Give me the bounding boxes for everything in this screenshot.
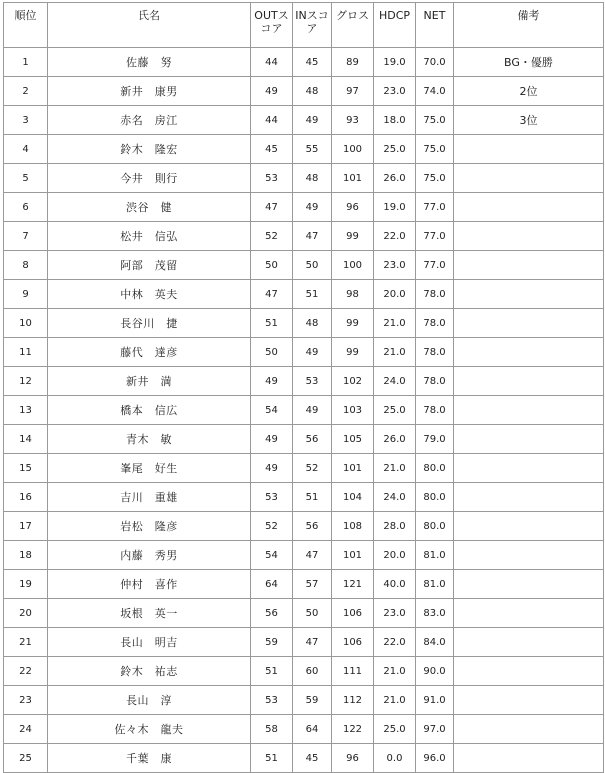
table-row [4, 628, 604, 657]
net-cell: 78.0 [416, 367, 454, 396]
col-name-header: 氏名 [48, 3, 251, 48]
name-cell: 仲村 喜作 [48, 570, 251, 599]
table-row [4, 338, 604, 367]
hdcp-cell: 23.0 [374, 77, 416, 106]
gross-cell: 93 [332, 106, 374, 135]
name-cell: 峯尾 好生 [48, 454, 251, 483]
net-cell: 80.0 [416, 454, 454, 483]
hdcp-cell: 28.0 [374, 512, 416, 541]
gross-cell: 106 [332, 628, 374, 657]
table-row [4, 744, 604, 773]
hdcp-cell: 21.0 [374, 338, 416, 367]
rank-cell: 3 [4, 106, 48, 135]
rank-cell: 7 [4, 222, 48, 251]
table-row [4, 280, 604, 309]
net-cell: 77.0 [416, 193, 454, 222]
rank-cell: 17 [4, 512, 48, 541]
hdcp-cell: 40.0 [374, 570, 416, 599]
hdcp-cell: 23.0 [374, 251, 416, 280]
name-cell: 長山 明吉 [48, 628, 251, 657]
gross-cell: 96 [332, 193, 374, 222]
out-score-cell: 53 [251, 164, 293, 193]
net-cell: 83.0 [416, 599, 454, 628]
hdcp-cell: 18.0 [374, 106, 416, 135]
rank-cell: 19 [4, 570, 48, 599]
hdcp-cell: 20.0 [374, 541, 416, 570]
note-cell [454, 512, 604, 541]
col-note-header: 備考 [454, 3, 604, 48]
table-row [4, 251, 604, 280]
gross-cell: 105 [332, 425, 374, 454]
results-body [4, 48, 604, 773]
hdcp-cell: 22.0 [374, 628, 416, 657]
table-row [4, 193, 604, 222]
hdcp-cell: 19.0 [374, 193, 416, 222]
name-cell: 橋本 信広 [48, 396, 251, 425]
note-cell [454, 541, 604, 570]
hdcp-cell: 26.0 [374, 425, 416, 454]
table-row [4, 396, 604, 425]
name-cell: 渋谷 健 [48, 193, 251, 222]
rank-cell: 8 [4, 251, 48, 280]
out-score-cell: 53 [251, 483, 293, 512]
note-cell [454, 454, 604, 483]
note-cell [454, 628, 604, 657]
hdcp-cell: 21.0 [374, 657, 416, 686]
name-cell: 赤名 房江 [48, 106, 251, 135]
out-score-cell: 51 [251, 657, 293, 686]
note-cell: BG・優勝 [454, 48, 604, 77]
header-row [4, 3, 604, 48]
note-cell [454, 396, 604, 425]
rank-cell: 18 [4, 541, 48, 570]
table-row [4, 512, 604, 541]
results-table [3, 2, 604, 773]
gross-cell: 89 [332, 48, 374, 77]
net-cell: 78.0 [416, 338, 454, 367]
in-score-cell: 51 [293, 280, 332, 309]
table-row [4, 541, 604, 570]
table-row [4, 367, 604, 396]
table-row [4, 77, 604, 106]
gross-cell: 108 [332, 512, 374, 541]
out-score-cell: 49 [251, 425, 293, 454]
hdcp-cell: 25.0 [374, 396, 416, 425]
out-score-cell: 49 [251, 454, 293, 483]
net-cell: 78.0 [416, 309, 454, 338]
name-cell: 鈴木 祐志 [48, 657, 251, 686]
rank-cell: 9 [4, 280, 48, 309]
net-cell: 77.0 [416, 222, 454, 251]
name-cell: 内藤 秀男 [48, 541, 251, 570]
gross-cell: 100 [332, 251, 374, 280]
name-cell: 長谷川 捷 [48, 309, 251, 338]
in-score-cell: 56 [293, 425, 332, 454]
in-score-cell: 48 [293, 77, 332, 106]
name-cell: 新井 康男 [48, 77, 251, 106]
in-score-cell: 57 [293, 570, 332, 599]
note-cell [454, 425, 604, 454]
col-hdcp-header: HDCP [374, 3, 416, 48]
note-cell [454, 483, 604, 512]
gross-cell: 112 [332, 686, 374, 715]
gross-cell: 100 [332, 135, 374, 164]
out-score-cell: 53 [251, 686, 293, 715]
gross-cell: 121 [332, 570, 374, 599]
in-score-cell: 49 [293, 106, 332, 135]
name-cell: 青木 敏 [48, 425, 251, 454]
rank-cell: 25 [4, 744, 48, 773]
note-cell [454, 164, 604, 193]
in-score-cell: 48 [293, 164, 332, 193]
out-score-cell: 44 [251, 48, 293, 77]
gross-cell: 101 [332, 541, 374, 570]
gross-cell: 101 [332, 454, 374, 483]
note-cell: 2位 [454, 77, 604, 106]
name-cell: 吉川 重雄 [48, 483, 251, 512]
table-row [4, 135, 604, 164]
note-cell [454, 657, 604, 686]
table-row [4, 425, 604, 454]
gross-cell: 104 [332, 483, 374, 512]
net-cell: 79.0 [416, 425, 454, 454]
note-cell [454, 686, 604, 715]
out-score-cell: 51 [251, 744, 293, 773]
col-rank-header: 順位 [4, 3, 48, 48]
out-score-cell: 52 [251, 512, 293, 541]
gross-cell: 111 [332, 657, 374, 686]
note-cell [454, 193, 604, 222]
gross-cell: 101 [332, 164, 374, 193]
rank-cell: 14 [4, 425, 48, 454]
rank-cell: 4 [4, 135, 48, 164]
table-row [4, 570, 604, 599]
net-cell: 81.0 [416, 570, 454, 599]
hdcp-cell: 19.0 [374, 48, 416, 77]
hdcp-cell: 21.0 [374, 454, 416, 483]
table-row [4, 164, 604, 193]
gross-cell: 106 [332, 599, 374, 628]
net-cell: 90.0 [416, 657, 454, 686]
hdcp-cell: 24.0 [374, 367, 416, 396]
net-cell: 91.0 [416, 686, 454, 715]
table-row [4, 106, 604, 135]
net-cell: 78.0 [416, 280, 454, 309]
note-cell [454, 309, 604, 338]
in-score-cell: 49 [293, 193, 332, 222]
out-score-cell: 44 [251, 106, 293, 135]
rank-cell: 11 [4, 338, 48, 367]
gross-cell: 102 [332, 367, 374, 396]
hdcp-cell: 24.0 [374, 483, 416, 512]
out-score-cell: 59 [251, 628, 293, 657]
gross-cell: 99 [332, 222, 374, 251]
out-score-cell: 47 [251, 280, 293, 309]
net-cell: 97.0 [416, 715, 454, 744]
net-cell: 81.0 [416, 541, 454, 570]
note-cell [454, 744, 604, 773]
note-cell [454, 570, 604, 599]
gross-cell: 99 [332, 309, 374, 338]
in-score-cell: 45 [293, 48, 332, 77]
note-cell [454, 367, 604, 396]
net-cell: 80.0 [416, 483, 454, 512]
out-score-cell: 45 [251, 135, 293, 164]
in-score-cell: 59 [293, 686, 332, 715]
hdcp-cell: 22.0 [374, 222, 416, 251]
note-cell [454, 222, 604, 251]
in-score-cell: 55 [293, 135, 332, 164]
net-cell: 84.0 [416, 628, 454, 657]
name-cell: 長山 淳 [48, 686, 251, 715]
gross-cell: 97 [332, 77, 374, 106]
in-score-cell: 48 [293, 309, 332, 338]
note-cell [454, 715, 604, 744]
in-score-cell: 49 [293, 338, 332, 367]
hdcp-cell: 25.0 [374, 135, 416, 164]
hdcp-cell: 21.0 [374, 686, 416, 715]
out-score-cell: 52 [251, 222, 293, 251]
note-cell [454, 135, 604, 164]
in-score-cell: 50 [293, 251, 332, 280]
in-score-cell: 45 [293, 744, 332, 773]
col-gross-header: グロス [332, 3, 374, 48]
out-score-cell: 54 [251, 541, 293, 570]
out-score-cell: 49 [251, 367, 293, 396]
note-cell [454, 599, 604, 628]
table-row [4, 686, 604, 715]
rank-cell: 20 [4, 599, 48, 628]
name-cell: 新井 満 [48, 367, 251, 396]
name-cell: 坂根 英一 [48, 599, 251, 628]
hdcp-cell: 25.0 [374, 715, 416, 744]
in-score-cell: 56 [293, 512, 332, 541]
gross-cell: 122 [332, 715, 374, 744]
name-cell: 阿部 茂留 [48, 251, 251, 280]
col-in-header: INスコア [293, 3, 332, 48]
name-cell: 藤代 達彦 [48, 338, 251, 367]
gross-cell: 98 [332, 280, 374, 309]
in-score-cell: 52 [293, 454, 332, 483]
out-score-cell: 51 [251, 309, 293, 338]
net-cell: 78.0 [416, 396, 454, 425]
rank-cell: 6 [4, 193, 48, 222]
in-score-cell: 60 [293, 657, 332, 686]
hdcp-cell: 26.0 [374, 164, 416, 193]
out-score-cell: 50 [251, 338, 293, 367]
name-cell: 中林 英夫 [48, 280, 251, 309]
in-score-cell: 49 [293, 396, 332, 425]
net-cell: 75.0 [416, 106, 454, 135]
hdcp-cell: 23.0 [374, 599, 416, 628]
gross-cell: 96 [332, 744, 374, 773]
rank-cell: 13 [4, 396, 48, 425]
rank-cell: 2 [4, 77, 48, 106]
name-cell: 岩松 隆彦 [48, 512, 251, 541]
net-cell: 77.0 [416, 251, 454, 280]
out-score-cell: 54 [251, 396, 293, 425]
gross-cell: 99 [332, 338, 374, 367]
name-cell: 佐藤 努 [48, 48, 251, 77]
net-cell: 75.0 [416, 164, 454, 193]
out-score-cell: 49 [251, 77, 293, 106]
in-score-cell: 47 [293, 628, 332, 657]
name-cell: 今井 則行 [48, 164, 251, 193]
table-row [4, 48, 604, 77]
table-row [4, 222, 604, 251]
net-cell: 96.0 [416, 744, 454, 773]
rank-cell: 24 [4, 715, 48, 744]
hdcp-cell: 0.0 [374, 744, 416, 773]
net-cell: 74.0 [416, 77, 454, 106]
rank-cell: 12 [4, 367, 48, 396]
net-cell: 75.0 [416, 135, 454, 164]
net-cell: 80.0 [416, 512, 454, 541]
rank-cell: 22 [4, 657, 48, 686]
in-score-cell: 47 [293, 541, 332, 570]
table-row [4, 454, 604, 483]
out-score-cell: 58 [251, 715, 293, 744]
rank-cell: 10 [4, 309, 48, 338]
note-cell: 3位 [454, 106, 604, 135]
note-cell [454, 280, 604, 309]
in-score-cell: 47 [293, 222, 332, 251]
name-cell: 松井 信弘 [48, 222, 251, 251]
in-score-cell: 50 [293, 599, 332, 628]
table-row [4, 483, 604, 512]
hdcp-cell: 21.0 [374, 309, 416, 338]
table-row [4, 657, 604, 686]
rank-cell: 1 [4, 48, 48, 77]
hdcp-cell: 20.0 [374, 280, 416, 309]
rank-cell: 5 [4, 164, 48, 193]
rank-cell: 16 [4, 483, 48, 512]
out-score-cell: 64 [251, 570, 293, 599]
out-score-cell: 47 [251, 193, 293, 222]
col-net-header: NET [416, 3, 454, 48]
note-cell [454, 338, 604, 367]
rank-cell: 23 [4, 686, 48, 715]
note-cell [454, 251, 604, 280]
rank-cell: 15 [4, 454, 48, 483]
table-row [4, 599, 604, 628]
table-row [4, 309, 604, 338]
gross-cell: 103 [332, 396, 374, 425]
in-score-cell: 51 [293, 483, 332, 512]
net-cell: 70.0 [416, 48, 454, 77]
out-score-cell: 56 [251, 599, 293, 628]
name-cell: 鈴木 隆宏 [48, 135, 251, 164]
name-cell: 千葉 康 [48, 744, 251, 773]
rank-cell: 21 [4, 628, 48, 657]
name-cell: 佐々木 龍夫 [48, 715, 251, 744]
in-score-cell: 64 [293, 715, 332, 744]
table-row [4, 715, 604, 744]
out-score-cell: 50 [251, 251, 293, 280]
in-score-cell: 53 [293, 367, 332, 396]
col-out-header: OUTスコア [251, 3, 293, 48]
